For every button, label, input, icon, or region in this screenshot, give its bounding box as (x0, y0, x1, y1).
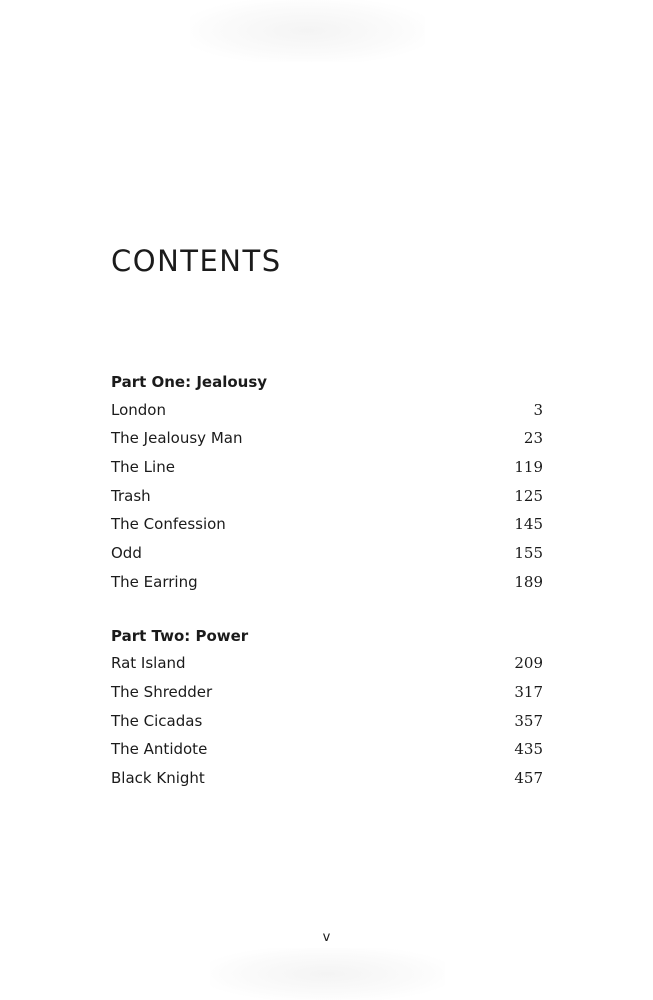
entry-page-number: 435 (514, 740, 543, 759)
entry-title: The Jealousy Man (111, 429, 243, 448)
entry-title: London (111, 400, 166, 419)
scan-smudge-top (190, 0, 425, 62)
toc-entry (111, 513, 543, 542)
entry-title: Odd (111, 544, 142, 563)
part-one-heading: Part One: Jealousy (111, 373, 268, 391)
table-of-contents (111, 370, 543, 796)
contents-heading: CONTENTS (111, 244, 282, 278)
toc-entry (111, 456, 543, 485)
page-folio: v (322, 930, 331, 945)
entry-title: The Antidote (111, 740, 208, 759)
entry-page-number: 23 (523, 429, 543, 448)
entry-title: Trash (111, 486, 151, 505)
toc-entry (111, 681, 543, 710)
toc-entry (111, 542, 543, 571)
entry-page-number: 155 (514, 544, 543, 563)
entry-title: Rat Island (111, 654, 186, 673)
entry-title: The Line (111, 458, 175, 477)
entry-page-number: 119 (514, 458, 543, 477)
entry-page-number: 317 (514, 682, 543, 701)
toc-entry (111, 652, 543, 681)
entry-title: The Shredder (111, 682, 213, 701)
entry-page-number: 145 (514, 515, 543, 534)
entry-page-number: 189 (514, 572, 543, 591)
entry-page-number: 125 (514, 486, 543, 505)
scan-smudge-bottom (210, 948, 445, 1000)
toc-entry (111, 485, 543, 514)
toc-entry (111, 399, 543, 428)
entry-title: The Cicadas (111, 711, 203, 730)
entry-page-number: 457 (514, 768, 543, 787)
part-two-heading: Part Two: Power (111, 626, 249, 645)
entry-page-number: 3 (533, 400, 543, 419)
entry-title: The Confession (111, 515, 226, 534)
entry-page-number: 209 (514, 654, 543, 673)
toc-entry (111, 571, 543, 600)
toc-entry (111, 767, 543, 796)
toc-entry (111, 710, 543, 739)
part-spacer (111, 600, 543, 624)
entry-page-number: 357 (514, 711, 543, 730)
entry-title: Black Knight (111, 768, 205, 787)
entry-title: The Earring (111, 572, 198, 591)
toc-entry (111, 427, 543, 456)
toc-entry (111, 738, 543, 767)
